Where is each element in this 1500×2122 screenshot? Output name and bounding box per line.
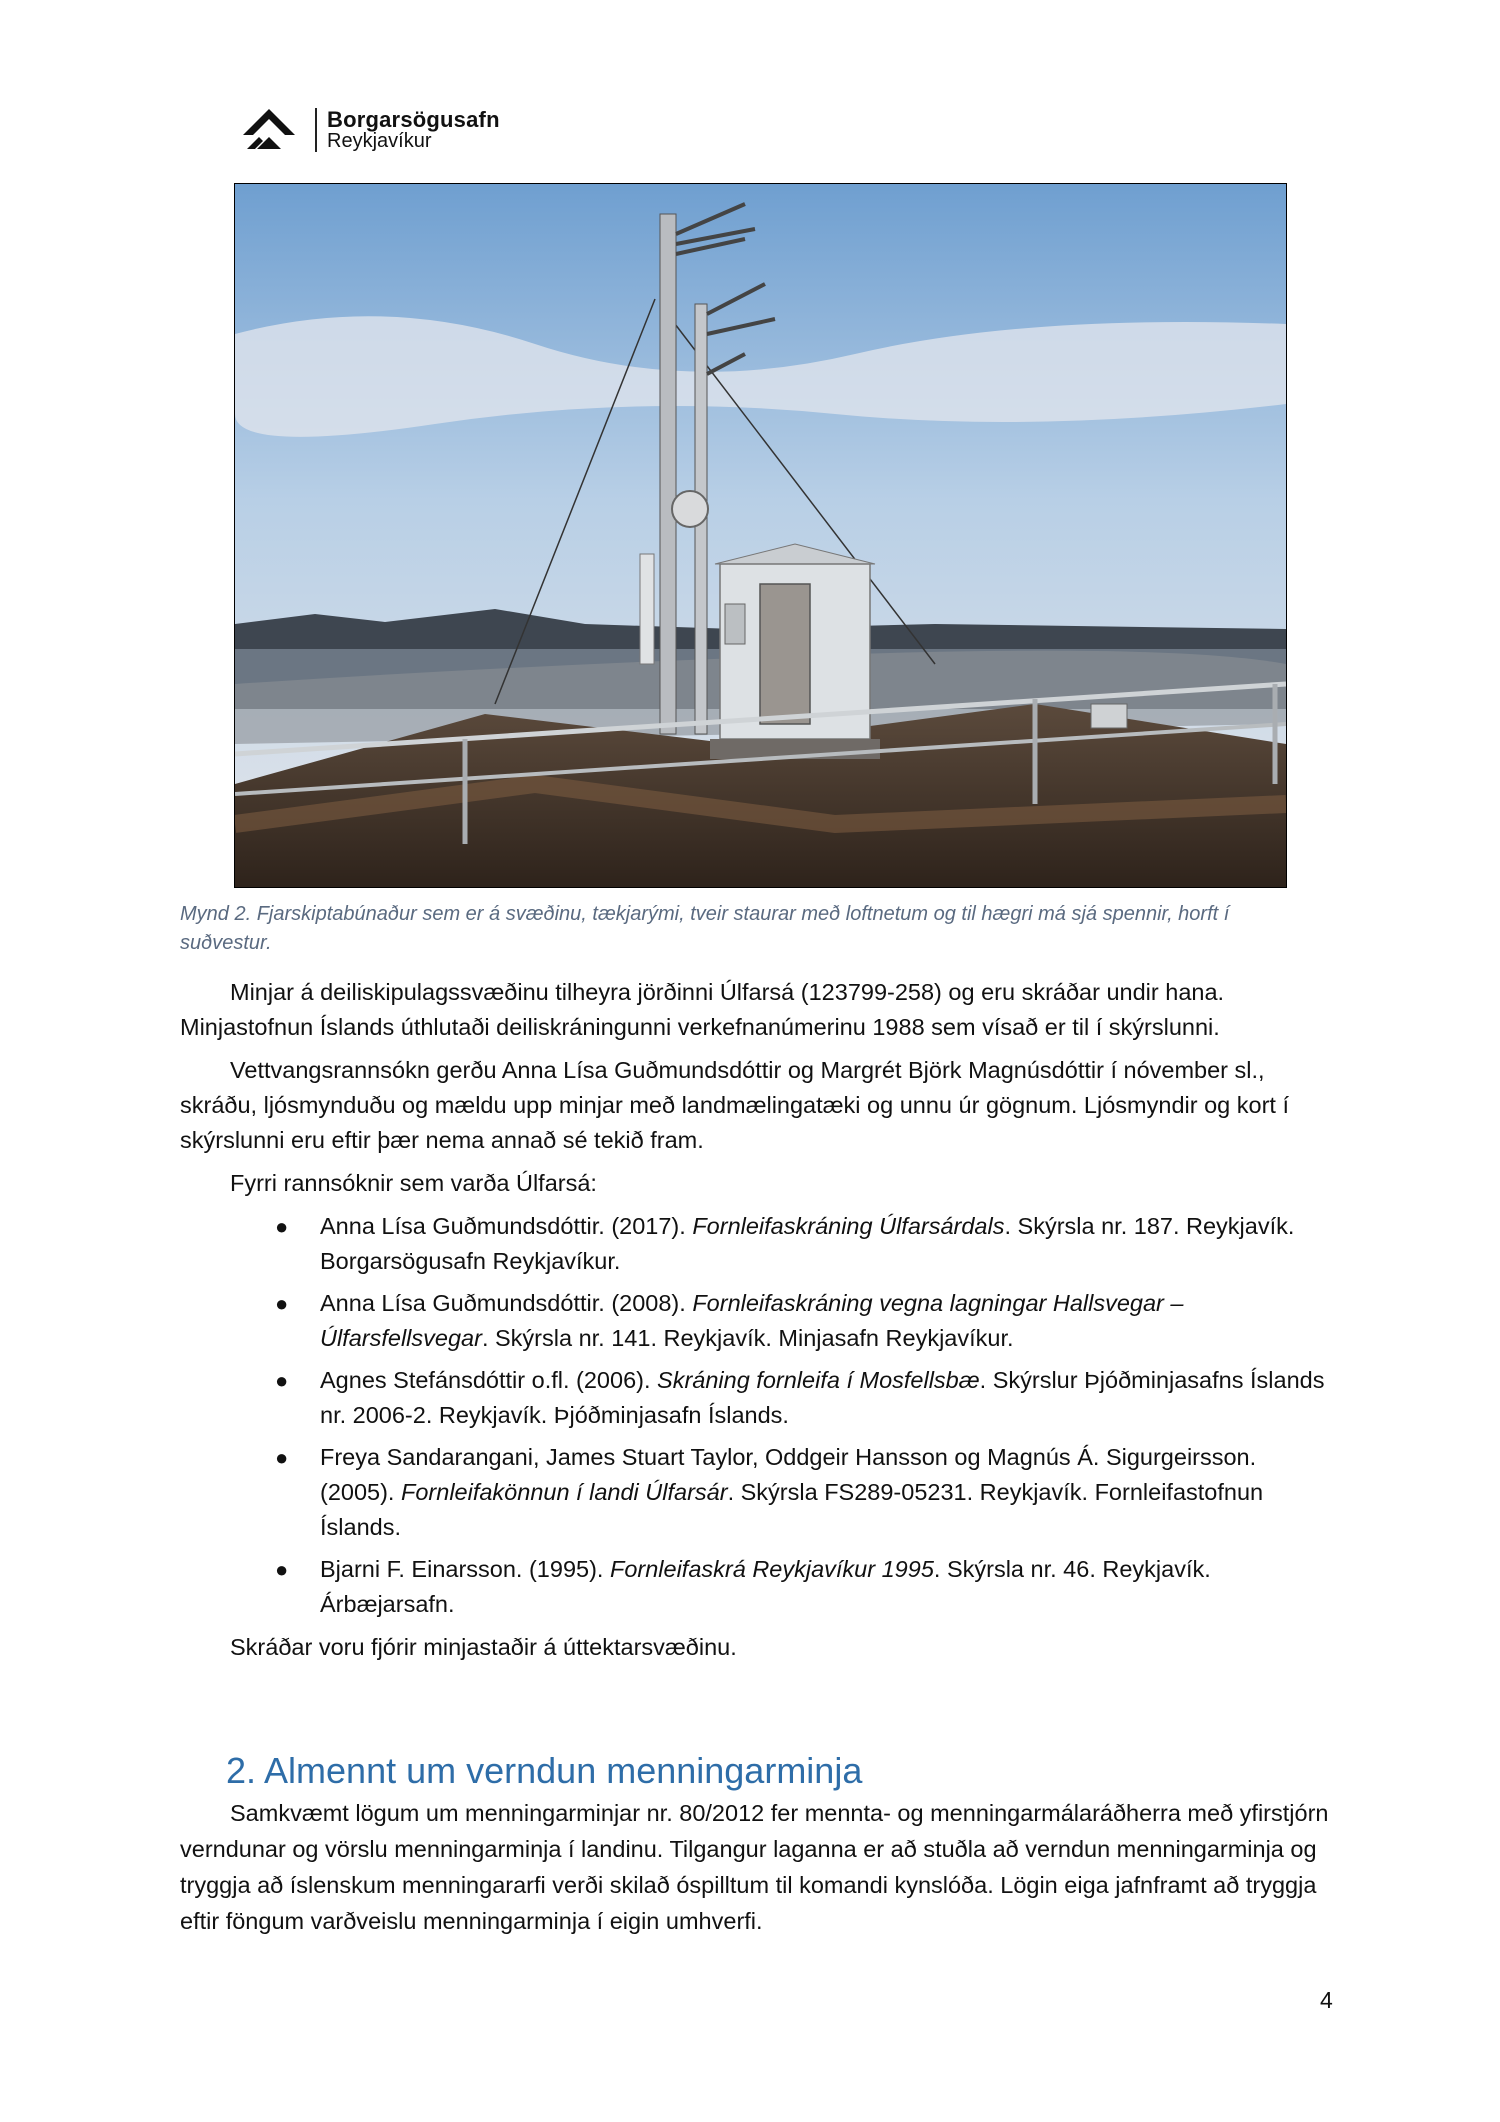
figure-caption: Mynd 2. Fjarskiptabúnaður sem er á svæðinu, tækjarými, tveir staurar með loftnetum og til hægri má sjá spennir, horft í suðvestur. [180,903,1230,954]
bullet-icon: ● [275,1291,289,1316]
bullet-icon: ● [275,1557,289,1582]
bullet-icon: ● [275,1445,289,1470]
paragraph: Samkvæmt lögum um menningarminjar nr. 80/2012 fer mennta- og menningarmálaráðherra með yfirstjórn verndunar og vörslu menningarminja í landinu. Tilgangur laganna er að stuðla að verndun menningarminja og tryggja að íslenskum menningararfi verði skilað óspilltum til komandi kynslóða. Lögin eiga jafnframt að tryggja eftir föngum varðveislu menningarminja í eigin umhverfi. [180,1800,1329,1934]
museum-logo [243,105,500,155]
paragraph: Vettvangsrannsókn gerðu Anna Lísa Guðmundsdóttir og Margrét Björk Magnúsdóttir í nóvember sl., skráðu, ljósmynduðu og mældu upp minjar með landmælingatæki og unnu úr gögnum. Ljósmyndir og kort í skýrslunni eru eftir þær nema annað sé tekið fram. [180,1057,1289,1153]
figure-photo [234,183,1287,888]
list-item: ● Agnes Stefánsdóttir o.fl. (2006). Skráning fornleifa í Mosfellsbæ. Skýrslur Þjóðminjasafns Íslands nr. 2006-2. Reykjavík. Þjóðminjasafn Íslands. [320,1363,1330,1433]
paragraph: Minjar á deiliskipulagssvæðinu tilheyra jörðinni Úlfarsá (123799-258) og eru skráðar undir hana. Minjastofnun Íslands úthlutaði deiliskráningunni verkefnanúmerinu 1988 sem vísað er til í skýrslunni. [180,979,1225,1040]
logo-chevron-icon [243,105,301,155]
body-text [180,975,1330,1673]
list-item: ● Bjarni F. Einarsson. (1995). Fornleifaskrá Reykjavíkur 1995. Skýrsla nr. 46. Reykjavík. Árbæjarsafn. [320,1552,1330,1622]
references-intro: Fyrri rannsóknir sem varða Úlfarsá: [230,1170,597,1196]
references-list [180,1209,1330,1622]
logo-divider [315,108,317,152]
bullet-icon: ● [275,1214,289,1239]
list-item: ● Freya Sandarangani, James Stuart Taylor, Oddgeir Hansson og Magnús Á. Sigurgeirsson. (2005). Fornleifakönnun í landi Úlfarsár. Skýrsla FS289-05231. Reykjavík. Fornleifastofnun Íslands. [320,1440,1330,1545]
bullet-icon: ● [275,1368,289,1393]
page-number: 4 [1320,1987,1333,2013]
list-item: ● Anna Lísa Guðmundsdóttir. (2008). Fornleifaskráning vegna lagningar Hallsvegar – Úlfarsfellsvegar. Skýrsla nr. 141. Reykjavík. Minjasafn Reykjavíkur. [320,1286,1330,1356]
closing-sentence: Skráðar voru fjórir minjastaðir á úttektarsvæðinu. [230,1634,737,1660]
section-heading: 2. Almennt um verndun menningarminja [226,1749,863,1791]
list-item: ● Anna Lísa Guðmundsdóttir. (2017). Fornleifaskráning Úlfarsárdals. Skýrsla nr. 187. Reykjavík. Borgarsögusafn Reykjavíkur. [320,1209,1330,1279]
logo-city: Reykjavíkur [327,130,432,153]
logo-name: Borgarsögusafn [327,106,500,132]
section-body [180,1795,1330,1939]
